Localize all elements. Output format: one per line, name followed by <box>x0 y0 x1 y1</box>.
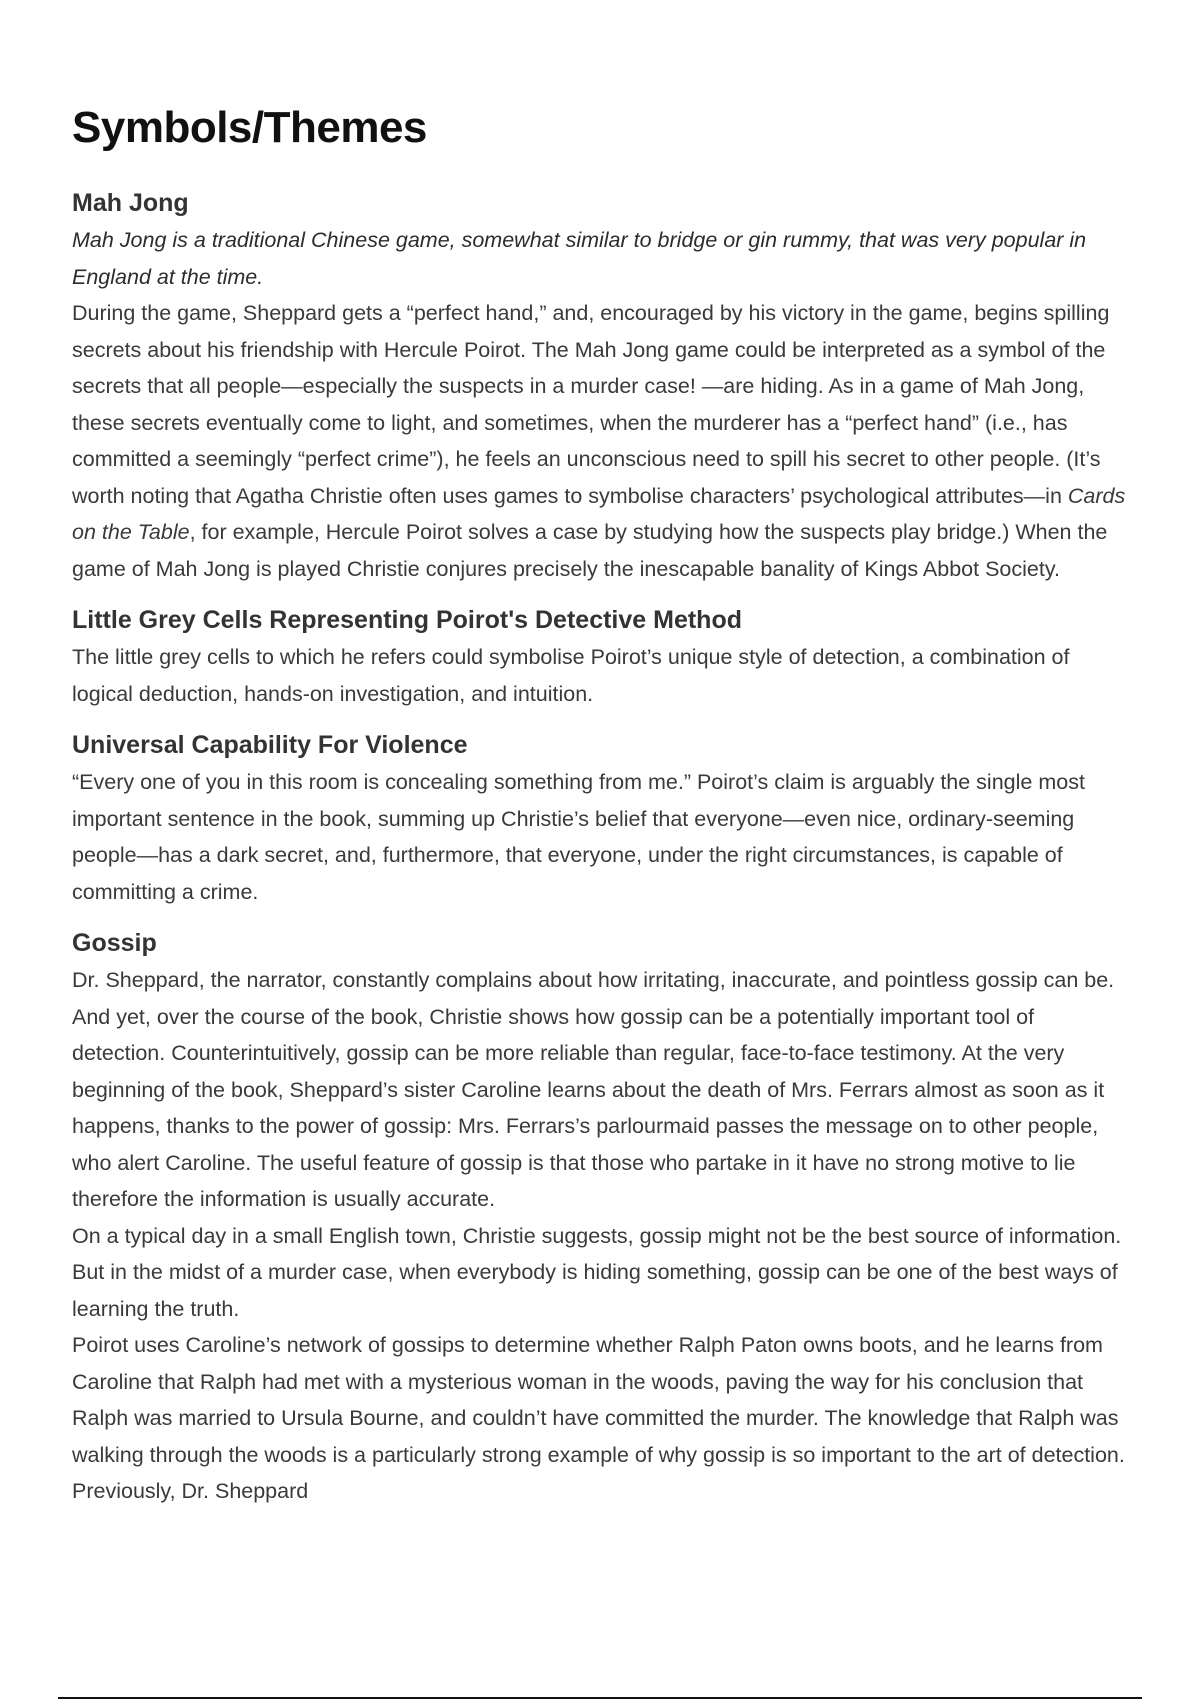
section-heading: Gossip <box>72 929 157 958</box>
section-paragraph: On a typical day in a small English town, Christie suggests, gossip might not be the best source of information. But in the midst of a murder case, when everybody is hiding something, gossip can be one of the best ways of learning the truth. <box>72 1223 1122 1321</box>
section-body: The little grey cells to which he refers could symbolise Poirot’s unique style of detection, a combination of logical deduction, hands-on investigation, and intuition. <box>72 645 1070 706</box>
section-heading: Mah Jong <box>72 189 189 218</box>
page-bottom-divider <box>58 1697 1142 1699</box>
section-mah-jong <box>72 188 1132 587</box>
section-heading: Little Grey Cells Representing Poirot's Detective Method <box>72 606 742 635</box>
section-body <box>72 295 1132 587</box>
section-little-grey-cells <box>72 605 1132 712</box>
section-heading: Universal Capability For Violence <box>72 731 468 760</box>
section-gossip <box>72 928 1132 1510</box>
section-paragraph: Poirot uses Caroline’s network of gossips to determine whether Ralph Paton owns boots, and he learns from Caroline that Ralph had met with a mysterious woman in the woods, paving the way for his conclusion that Ralph was married to Ursula Bourne, and couldn’t have committed the murder. The knowledge that Ralph was walking through the woods is a particularly strong example of why gossip is so important to the art of detection. Previously, Dr. Sheppard <box>72 1333 1125 1504</box>
document-page <box>72 104 1132 1528</box>
book-title-cards-on-the-table: Cards on the Table <box>72 483 1126 545</box>
body-text: , for example, Hercule Poirot solves a case by studying how the suspects play bridge.) When the game of Mah Jong is played Christie conjures precisely the inescapable banality of Kings Abbot Society. <box>72 520 1108 581</box>
section-body: “Every one of you in this room is concealing something from me.” Poirot’s claim is arguably the single most important sentence in the book, summing up Christie’s belief that everyone—even nice, ordinary-seeming people—has a dark secret, and, furthermore, that everyone, under the right circumstances, is capable of committing a crime. <box>72 770 1085 904</box>
body-text: During the game, Sheppard gets a “perfect hand,” and, encouraged by his victory in the game, begins spilling secrets about his friendship with Hercule Poirot. The Mah Jong game could be interpreted as a symbol of the secrets that all people—especially the suspects in a murder case! —are hiding. As in a game of Mah Jong, these secrets eventually come to light, and sometimes, when the murderer has a “perfect hand” (i.e., has committed a seemingly “perfect crime”), he feels an unconscious need to spill his secret to other people. (It’s worth noting that Agatha Christie often uses games to symbolise characters’ psychological attributes—in <box>72 301 1110 508</box>
section-universal-violence <box>72 730 1132 910</box>
section-intro: Mah Jong is a traditional Chinese game, somewhat similar to bridge or gin rummy, that was very popular in England at the time. <box>72 228 1087 289</box>
section-paragraph: Dr. Sheppard, the narrator, constantly complains about how irritating, inaccurate, and pointless gossip can be. And yet, over the course of the book, Christie shows how gossip can be a potentially important tool of detection. Counterintuitively, gossip can be more reliable than regular, face-to-face testimony. At the very beginning of the book, Sheppard’s sister Caroline learns about the death of Mrs. Ferrars almost as soon as it happens, thanks to the power of gossip: Mrs. Ferrars’s parlourmaid passes the message on to other people, who alert Caroline. The useful feature of gossip is that those who partake in it have no strong motive to lie therefore the information is usually accurate. <box>72 968 1115 1212</box>
page-title: Symbols/Themes <box>72 103 427 152</box>
